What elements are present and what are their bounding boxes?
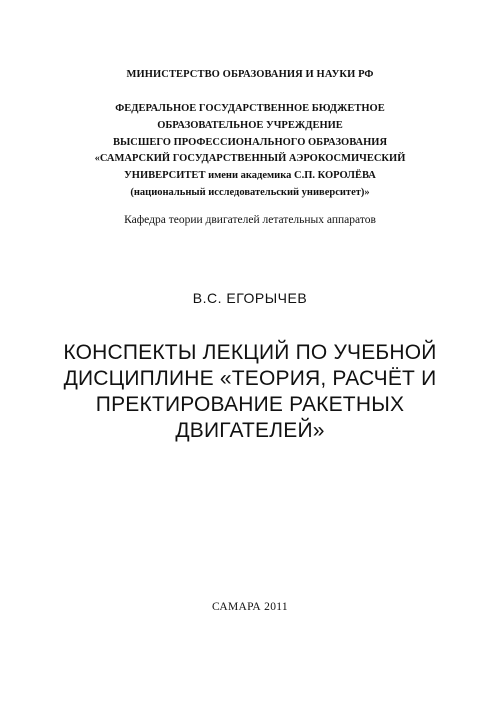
title-line: ДИСЦИПЛИНЕ «ТЕОРИЯ, РАСЧЁТ И: [63, 367, 437, 390]
document-title: [0, 340, 500, 444]
city-year: САМАРА 2011: [212, 601, 288, 613]
title-line: ПРЕКТИРОВАНИЕ РАКЕТНЫХ: [95, 393, 405, 416]
title-line: ДВИГАТЕЛЕЙ»: [175, 419, 325, 442]
author-name: В.С. ЕГОРЫЧЕВ: [192, 290, 308, 306]
ministry-name: МИНИСТЕРСТВО ОБРАЗОВАНИЯ И НАУКИ РФ: [126, 69, 374, 80]
institution-line: ОБРАЗОВАТЕЛЬНОЕ УЧРЕЖДЕНИЕ: [157, 119, 343, 131]
department-name: Кафедра теории двигателей летательных аппаратов: [124, 214, 376, 226]
institution-line: ФЕДЕРАЛЬНОЕ ГОСУДАРСТВЕННОЕ БЮДЖЕТНОЕ: [115, 103, 385, 114]
institution-line: (национальный исследовательский университет)»: [130, 186, 370, 198]
institution-line: УНИВЕРСИТЕТ имени академика С.П. КОРОЛЁВА: [124, 170, 376, 182]
title-line: КОНСПЕКТЫ ЛЕКЦИЙ ПО УЧЕБНОЙ: [63, 341, 437, 364]
institution-line: «САМАРСКИЙ ГОСУДАРСТВЕННЫЙ АЭРОКОСМИЧЕСКИЙ: [94, 153, 406, 165]
institution-line: ВЫСШЕГО ПРОФЕССИОНАЛЬНОГО ОБРАЗОВАНИЯ: [112, 136, 388, 148]
institution-name: [0, 101, 500, 202]
